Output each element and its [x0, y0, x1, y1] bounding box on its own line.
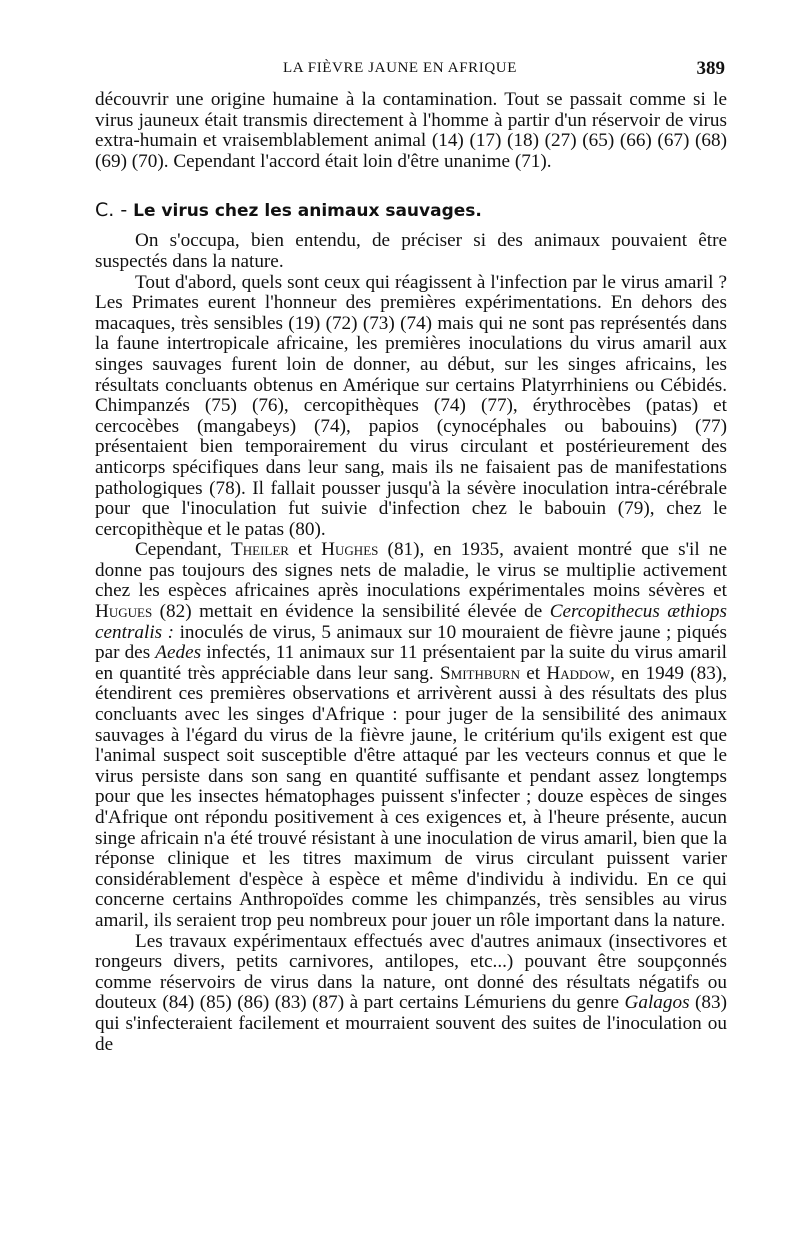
paragraph: On s'occupa, bien entendu, de préciser si des animaux pouvaient être suspectés dans la nature. [95, 230, 727, 272]
section-letter: C. - [95, 199, 128, 222]
text-run: Les travaux expérimentaux effectués avec d'autres animaux (insectivores et rongeurs divers, petits carnivores, antilopes, etc...) pouvant être soupçonnés comme réservoirs de virus dans la nature, ont donné des résultats négatifs ou douteux (84) (85) (86) (83) (87) à part certains Lémuriens du genre [95, 930, 727, 1014]
text-run: (81), en 1935, avaient montré que s'il ne donne pas toujours des signes nets de maladie, le virus se multiplie activement chez les espèces africaines après inoculations expérimentales moins sévères et [95, 539, 727, 602]
species-name: Cercopithecus æthiops centralis : [95, 601, 727, 643]
paragraph: Tout d'abord, quels sont ceux qui réagissent à l'infection par le virus amaril ? Les Primates eurent l'honneur des premières expérimentations. En dehors des macaques, très sensibles (19) (72) (73) (74) mais qui ne sont pas représentés dans la faune intertropicale africaine, les premières inoculations du virus amaril aux singes sauvages furent loin de donner, au début, sur les singes africains, les résultats concluants obtenus en Amérique sur certains Platyrrhiniens ou Cébidés. Chimpanzés (75) (76), cercopithèques (74) (77), érythrocèbes (patas) et cercocèbes (mangabeys) (74), papios (cynocéphales ou babouins) (77) présentaient bien temporairement du virus circulant et postérieurement des anticorps spécifiques dans leur sang, mais ils ne faisaient pas de manifestations pathologiques (78). Il fallait pousser jusqu'à la sévère inoculation intra-cérébrale pour que l'inoculation fut suivie d'infection chez le babouin (79), chez le cercopithèque et le patas (80). [95, 271, 727, 540]
author-name: Theiler [231, 539, 289, 561]
paragraph: découvrir une origine humaine à la contamination. Tout se passait comme si le virus jauneux était transmis directement à l'homme à partir d'un réservoir de virus extra-humain et vraisemblablement animal (14) (17) (18) (27) (65) (66) (67) (68) (69) (70). Cependant l'accord était loin d'être unanime (71). [95, 89, 727, 172]
running-title: LA FIÈVRE JAUNE EN AFRIQUE [283, 60, 517, 76]
text-run: inoculés de virus, 5 animaux sur 10 mouraient de fièvre jaune ; piqués par des [95, 621, 727, 664]
page-number: 389 [696, 58, 725, 79]
section-heading [95, 198, 727, 223]
text-run: et [520, 662, 547, 684]
text-run: infectés, 11 animaux sur 11 présentaient par la suite du virus amaril en quantité très appréciable dans leur sang. [95, 642, 727, 684]
text-run: , en 1949 (83), étendirent ces premières observations et arrivèrent aussi à des résultats des plus concluants avec les singes d'Afrique : pour juger de la sensibilité des animaux sauvages à l'égard du virus de la fièvre jaune, le critérium qu'ils exigent est que l'animal suspect soit susceptible d'être attaqué par les vecteurs connus et que le virus persiste dans son sang en quantité suffisante et pendant assez longtemps pour que les insectes hématophages puissent s'infecter ; douze espèces de singes d'Afrique ont répondu positivement à ces exigences et, à l'heure présente, aucun singe africain n'a été trouvé résistant à une inoculation de virus amaril, bien que la réponse clinique et les titres maximum de virus circulant puissent varier considérablement d'espèce à espèce et même d'individu à individu. En ce qui concerne certains Anthropoïdes comme les chimpanzés, très sensibles au virus amaril, ils seraient trop peu nombreux pour jouer un rôle important dans la nature. [95, 662, 727, 931]
genus-name: Galagos [624, 992, 690, 1014]
body-text [95, 90, 727, 1055]
text-run: (82) mettait en évidence la sensibilité élevée de [152, 601, 550, 623]
text-run: et [288, 539, 322, 561]
text-run: (83) qui s'infecteraient facilement et mourraient souvent des suites de l'inoculation ou de [95, 992, 727, 1055]
author-name: Hughes [321, 539, 379, 561]
text-run: Cependant, [135, 539, 232, 561]
author-name: Smithburn [439, 662, 520, 684]
paragraph [95, 540, 727, 931]
paragraph [95, 932, 727, 1056]
author-name: Haddow [546, 662, 611, 684]
section-title: Le virus chez les animaux sauvages. [133, 201, 482, 222]
author-name: Hugues [95, 601, 153, 623]
running-head [0, 58, 800, 82]
species-name: Aedes [155, 642, 202, 664]
